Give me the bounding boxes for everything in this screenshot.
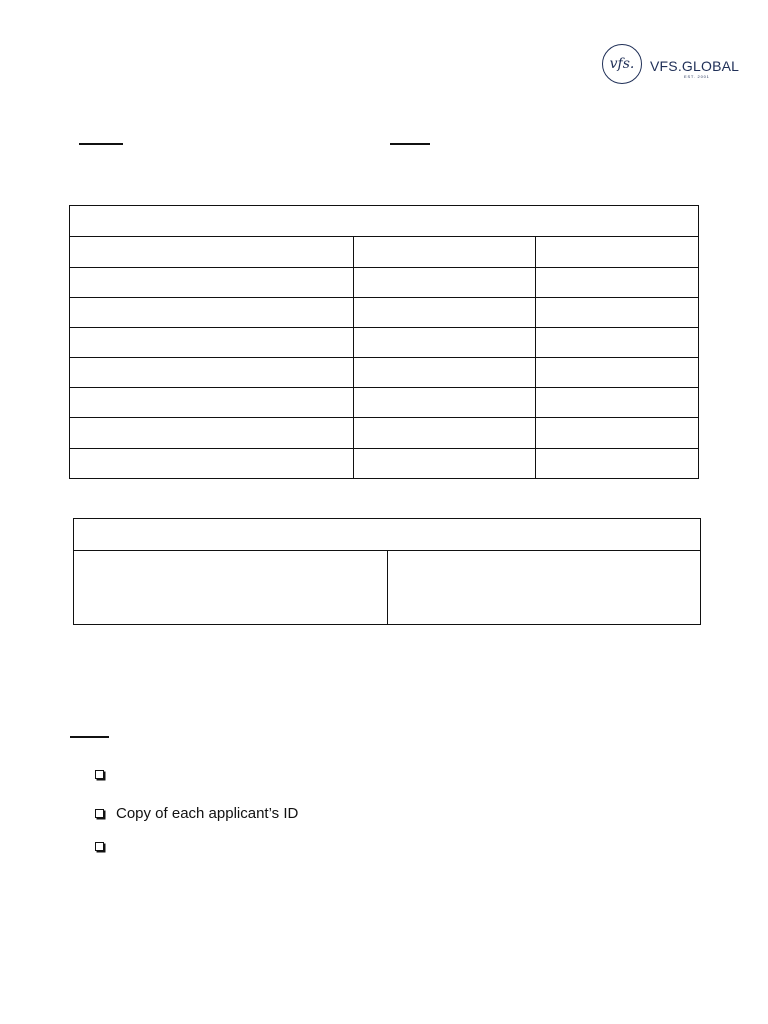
logo-tagline: EST. 2001 [684,74,710,79]
checklist-item-label: Copy of each applicant’s ID [116,805,299,822]
table-row [70,387,698,388]
table-row [70,267,698,268]
checkbox-icon[interactable] [95,842,104,851]
checklist-item [95,842,116,851]
checklist-item [95,805,298,822]
column-divider [387,550,388,624]
checkbox-icon[interactable] [95,809,104,818]
checkbox-icon[interactable] [95,770,104,779]
table-row [70,357,698,358]
checklist-item [95,770,116,779]
vfs-global-logo [602,44,742,88]
blank-field-right [390,143,430,145]
column-divider [535,236,536,478]
table-row [70,327,698,328]
applicant-table [69,205,699,479]
logo-wordmark: VFS.GLOBAL [650,58,740,74]
logo-mark-icon: vfs. [602,44,642,84]
blank-field-left [79,143,123,145]
table-row [70,448,698,449]
column-divider [353,236,354,478]
table-row [70,297,698,298]
table-row [70,417,698,418]
blank-field-section [70,736,109,738]
table-row [70,236,698,237]
secondary-table [73,518,701,625]
